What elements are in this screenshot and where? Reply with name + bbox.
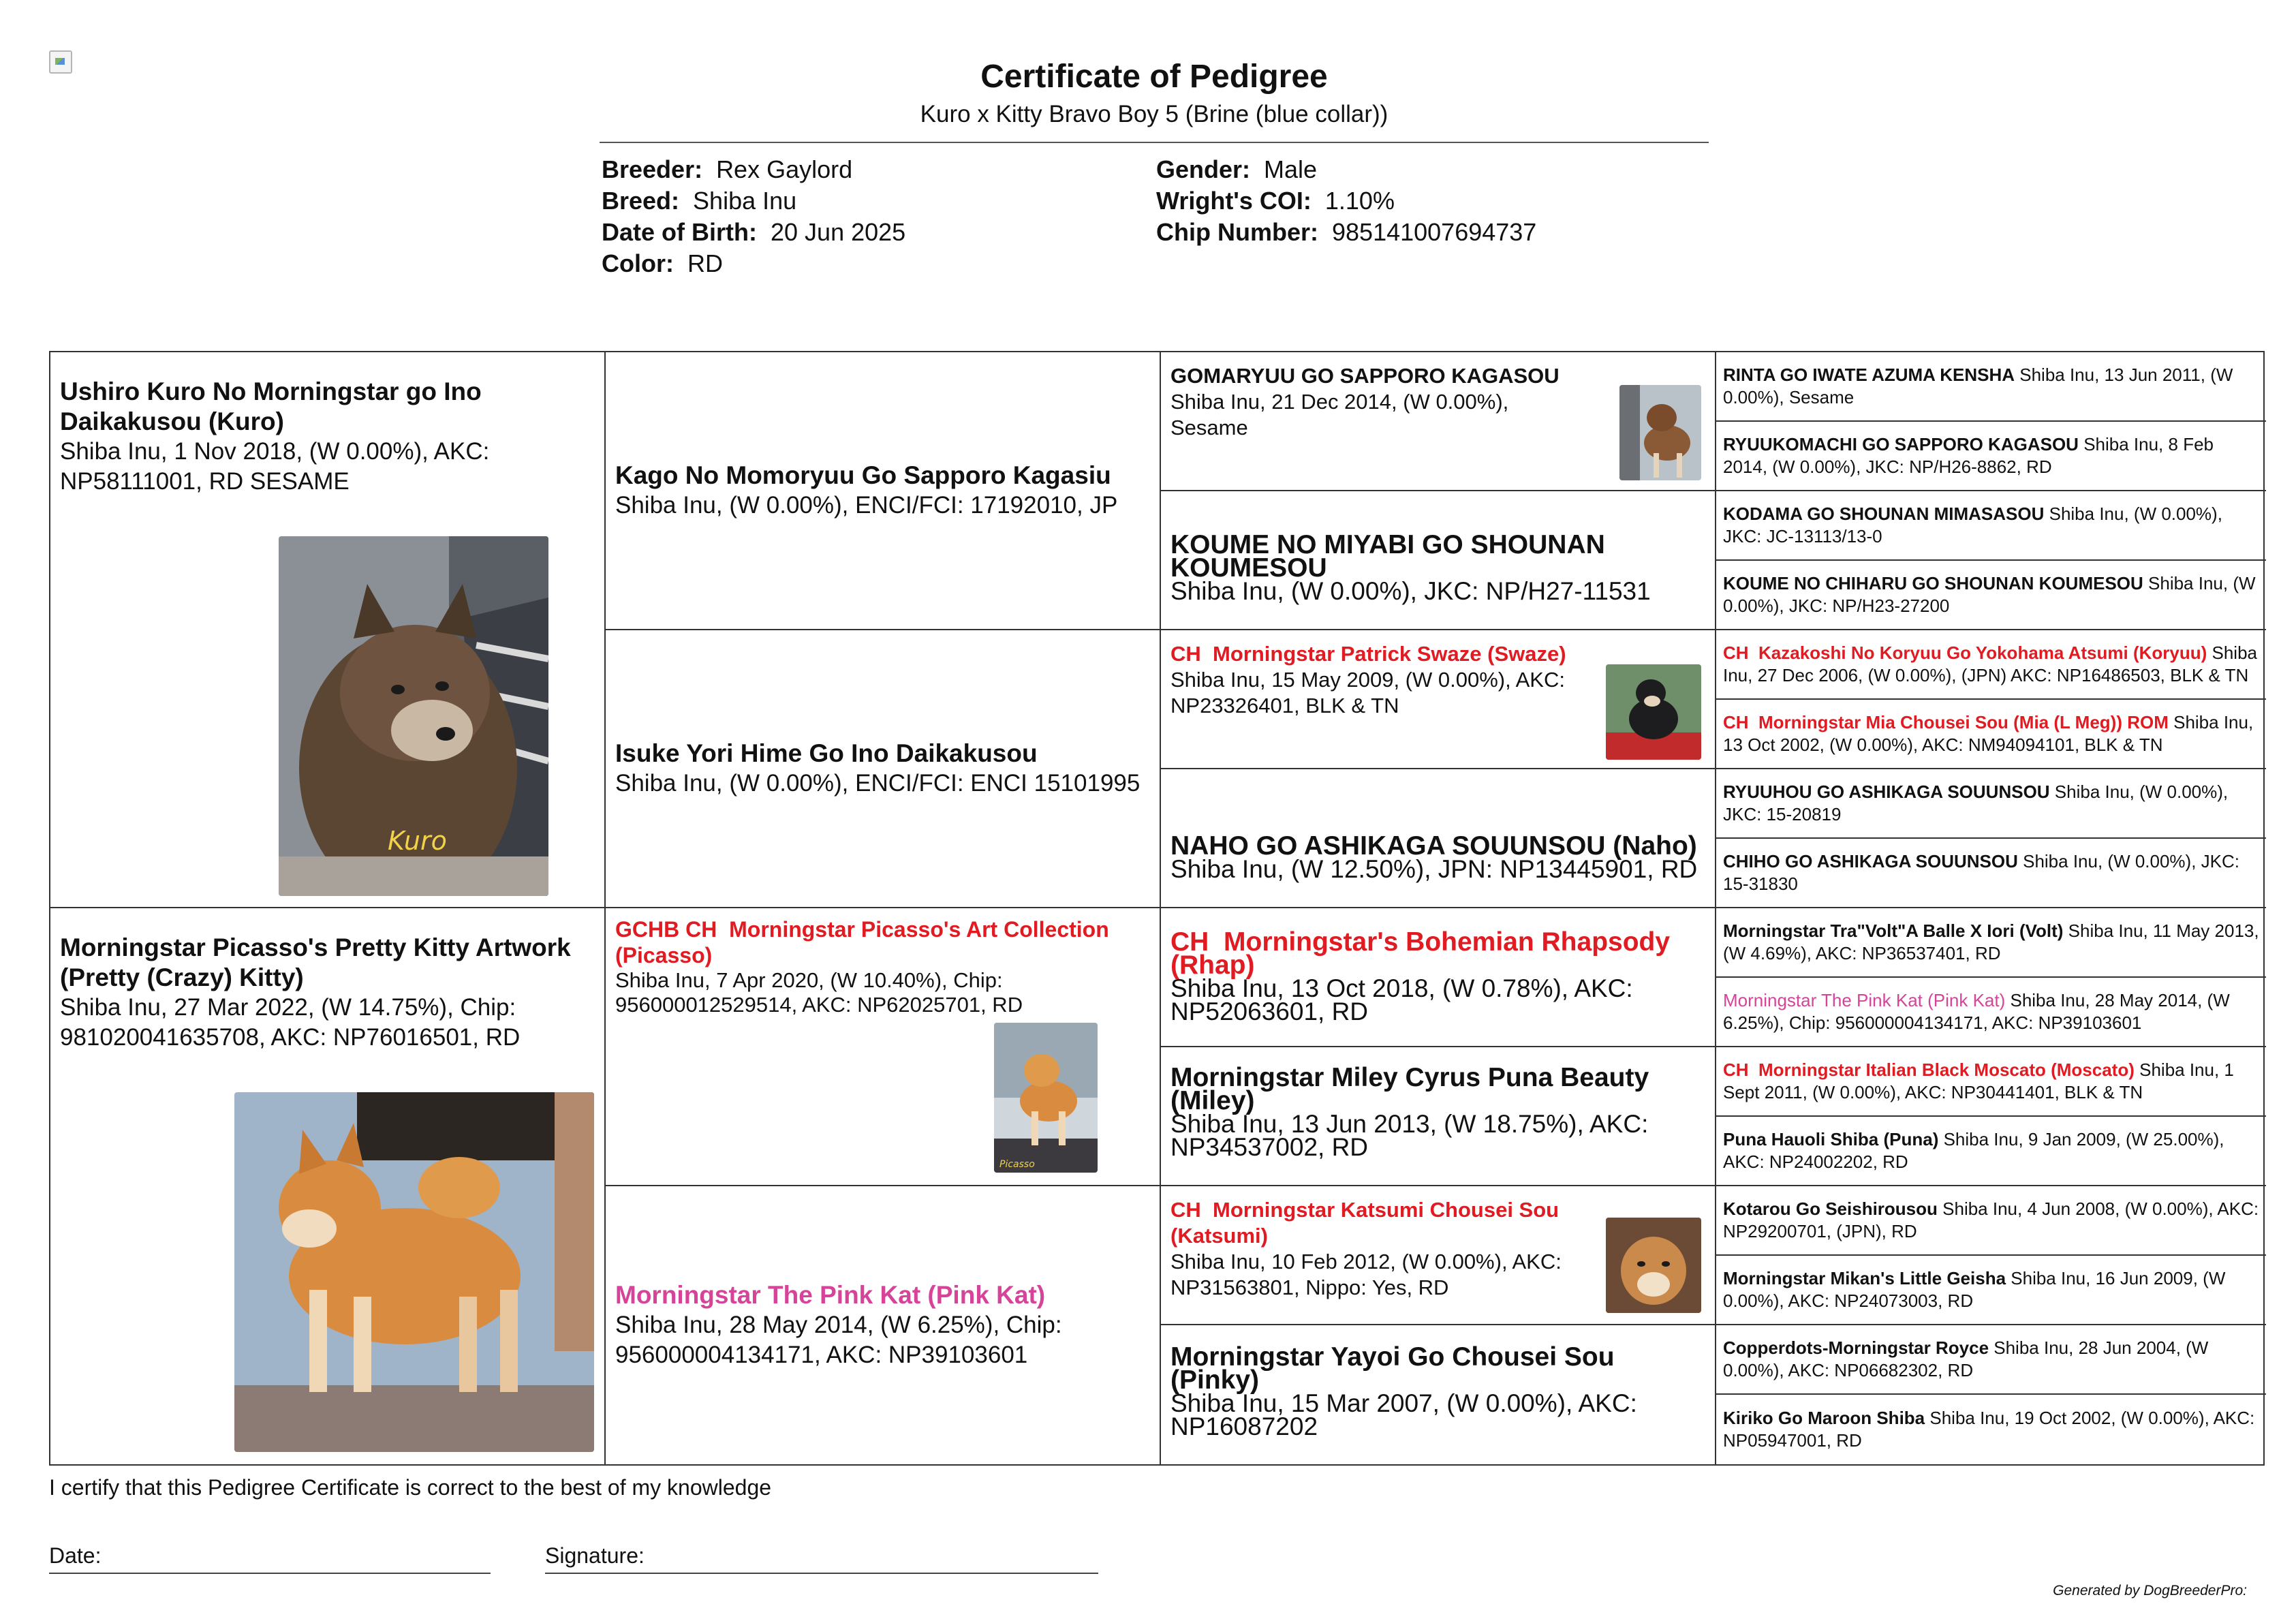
breed-value: Shiba Inu [693, 187, 797, 215]
g4-cell-10: Morningstar The Pink Kat (Pink Kat) Shiba Inu, 28 May 2014, (W 6.25%), Chip: 956000004134171, AKC: NP39103601 [1716, 978, 2266, 1047]
dam-details: Shiba Inu, 27 Mar 2022, (W 14.75%), Chip: 981020041635708, AKC: NP76016501, RD [60, 994, 521, 1051]
pedigree-table [49, 351, 2265, 1466]
g3-cell-4 [1161, 769, 1716, 908]
g4-cell-14: Morningstar Mikan's Little Geisha Shiba Inu, 16 Jun 2009, (W 0.00%), AKC: NP24073003, RD [1716, 1256, 2266, 1325]
certification-statement: I certify that this Pedigree Certificate is correct to the best of my knowledge [49, 1475, 772, 1500]
dam-name: Morningstar Picasso's Pretty Kitty Artwork (Pretty (Crazy) Kitty) [60, 933, 571, 991]
g4-cell-3: KODAMA GO SHOUNAN MIMASASOU Shiba Inu, (W 0.00%), JKC: JC-13113/13-0 [1716, 491, 2266, 561]
g3-title-7: CH [1170, 1198, 1201, 1222]
g3-name-5: Morningstar's Bohemian Rhapsody (Rhap) [1170, 927, 1671, 980]
certificate-title: Certificate of Pedigree [980, 59, 1328, 95]
sire-details: Shiba Inu, 1 Nov 2018, (W 0.00%), AKC: NP58111001, RD SESAME [60, 438, 490, 495]
picasso-photo-caption: Picasso [999, 1159, 1035, 1170]
dam-dam-name: Morningstar The Pink Kat (Pink Kat) [615, 1281, 1046, 1309]
g3-cell-7 [1161, 1186, 1716, 1325]
sire-name: Ushiro Kuro No Morningstar go Ino Daikakusou (Kuro) [60, 377, 482, 435]
g3-name-6: Morningstar Miley Cyrus Puna Beauty (Miley) [1170, 1063, 1649, 1115]
dob-value: 20 Jun 2025 [771, 218, 906, 246]
g4-cell-1: RINTA GO IWATE AZUMA KENSHA Shiba Inu, 13 Jun 2011, (W 0.00%), Sesame [1716, 352, 2266, 422]
sire-dam-cell [606, 630, 1161, 908]
sire-sire-cell [606, 352, 1161, 630]
g3-details-8: Shiba Inu, 15 Mar 2007, (W 0.00%), AKC: NP16087202 [1170, 1389, 1637, 1440]
g3-details-2: Shiba Inu, (W 0.00%), JKC: NP/H27-11531 [1170, 577, 1651, 605]
kuro-photo-caption: Kuro [388, 826, 447, 856]
katsumi-photo [1606, 1218, 1701, 1313]
dam-photo [234, 1092, 594, 1452]
dam-sire-details: Shiba Inu, 7 Apr 2020, (W 10.40%), Chip: 956000012529514, AKC: NP62025701, RD [615, 968, 1023, 1017]
g4-cell-12: Puna Hauoli Shiba (Puna) Shiba Inu, 9 Jan 2009, (W 25.00%), AKC: NP24002202, RD [1716, 1117, 2266, 1186]
date-label: Date: [49, 1543, 102, 1568]
g3-cell-1 [1161, 352, 1716, 491]
g3-details-6: Shiba Inu, 13 Jun 2013, (W 18.75%), AKC: NP34537002, RD [1170, 1110, 1649, 1161]
coi-value: 1.10% [1324, 187, 1395, 215]
dam-dam-details: Shiba Inu, 28 May 2014, (W 6.25%), Chip: 956000004134171, AKC: NP39103601 [615, 1312, 1062, 1368]
g3-cell-2 [1161, 491, 1716, 630]
g3-name-2: KOUME NO MIYABI GO SHOUNAN KOUMESOU [1170, 530, 1605, 583]
coi-row: Wright's COI: 1.10% [1156, 187, 1395, 215]
g3-cell-5 [1161, 908, 1716, 1047]
color-value: RD [687, 249, 723, 277]
g4-cell-6: CH Morningstar Mia Chousei Sou (Mia (L Meg)) ROM Shiba Inu, 13 Oct 2002, (W 0.00%), AKC: NM94094101, BLK & TN [1716, 700, 2266, 769]
g4-cell-11: CH Morningstar Italian Black Moscato (Moscato) Shiba Inu, 1 Sept 2011, (W 0.00%), AKC: NP30441401, BLK & TN [1716, 1047, 2266, 1117]
g4-cell-13: Kotarou Go Seishirousou Shiba Inu, 4 Jun 2008, (W 0.00%), AKC: NP29200701, (JPN), RD [1716, 1186, 2266, 1256]
breed-row: Breed: Shiba Inu [602, 187, 797, 215]
color-row: Color: RD [602, 249, 723, 277]
g4-cell-2: RYUUKOMACHI GO SAPPORO KAGASOU Shiba Inu, 8 Feb 2014, (W 0.00%), JKC: NP/H26-8862, RD [1716, 422, 2266, 491]
g4-cell-5: CH Kazakoshi No Koryuu Go Yokohama Atsumi (Koryuu) Shiba Inu, 27 Dec 2006, (W 0.00%), (JPN) AKC: NP16486503, BLK & TN [1716, 630, 2266, 700]
g4-cell-7: RYUUHOU GO ASHIKAGA SOUUNSOU Shiba Inu, (W 0.00%), JKC: 15-20819 [1716, 769, 2266, 839]
chip-row: Chip Number: 985141007694737 [1156, 218, 1537, 246]
sire-dam-details: Shiba Inu, (W 0.00%), ENCI/FCI: ENCI 15101995 [615, 770, 1141, 797]
g3-name-8: Morningstar Yayoi Go Chousei Sou (Pinky) [1170, 1342, 1615, 1395]
g3-cell-3 [1161, 630, 1716, 769]
g4-cell-9: Morningstar Tra"Volt"A Balle X Iori (Volt) Shiba Inu, 11 May 2013, (W 4.69%), AKC: NP36537401, RD [1716, 908, 2266, 978]
g3-cell-8 [1161, 1325, 1716, 1464]
dob-row: Date of Birth: 20 Jun 2025 [602, 218, 906, 246]
sire-sire-name: Kago No Momoryuu Go Sapporo Kagasiu [615, 461, 1111, 489]
dog-info-right [1156, 154, 1536, 248]
signature-label: Signature: [545, 1543, 645, 1568]
g3-title-5: CH [1170, 927, 1209, 957]
swaze-photo [1606, 664, 1701, 760]
generated-by-credit: Generated by DogBreederPro: [2053, 1583, 2247, 1598]
gomaryuu-photo [1619, 385, 1701, 480]
dam-sire-name: Morningstar Picasso's Art Collection (Picasso) [615, 917, 1109, 968]
breeder-row: Breeder: Rex Gaylord [602, 155, 853, 183]
dam-sire-title: GCHB CH [615, 917, 717, 942]
g3-name-3: Morningstar Patrick Swaze (Swaze) [1213, 642, 1566, 666]
header-divider [600, 142, 1709, 143]
g3-details-3: Shiba Inu, 15 May 2009, (W 0.00%), AKC: NP23326401, BLK & TN [1170, 668, 1565, 717]
certificate-header [600, 57, 1709, 129]
dam-sire-cell [606, 908, 1161, 1186]
broken-logo-image [49, 50, 72, 74]
g3-details-1: Shiba Inu, 21 Dec 2014, (W 0.00%), Sesame [1170, 390, 1509, 439]
sire-cell [50, 352, 606, 908]
g3-name-4: NAHO GO ASHIKAGA SOUUNSOU (Naho) [1170, 831, 1697, 861]
sire-photo [279, 536, 548, 896]
dam-sire-photo [994, 1023, 1098, 1173]
g4-cell-8: CHIHO GO ASHIKAGA SOUUNSOU Shiba Inu, (W 0.00%), JKC: 15-31830 [1716, 839, 2266, 908]
g4-cell-16: Kiriko Go Maroon Shiba Shiba Inu, 19 Oct 2002, (W 0.00%), AKC: NP05947001, RD [1723, 1408, 2255, 1451]
date-line [49, 1543, 491, 1574]
litter-subtitle: Kuro x Kitty Bravo Boy 5 (Brine (blue collar)) [920, 101, 1389, 127]
signature-line [545, 1543, 1098, 1574]
g3-name-7: Morningstar Katsumi Chousei Sou (Katsumi) [1170, 1198, 1560, 1248]
g4-cell-4: KOUME NO CHIHARU GO SHOUNAN KOUMESOU Shiba Inu, (W 0.00%), JKC: NP/H23-27200 [1716, 561, 2266, 630]
g3-title-3: CH [1170, 642, 1201, 666]
breeder-value: Rex Gaylord [716, 155, 853, 183]
dam-cell [50, 908, 606, 1464]
sire-dam-name: Isuke Yori Hime Go Ino Daikakusou [615, 739, 1038, 767]
g4-cell-15: Copperdots-Morningstar Royce Shiba Inu, 28 Jun 2004, (W 0.00%), AKC: NP06682302, RD [1716, 1325, 2266, 1395]
g3-name-1: GOMARYUU GO SAPPORO KAGASOU [1170, 364, 1560, 388]
dam-dam-cell [606, 1186, 1161, 1464]
sire-sire-details: Shiba Inu, (W 0.00%), ENCI/FCI: 17192010, JP [615, 492, 1118, 519]
chip-value: 985141007694737 [1332, 218, 1537, 246]
g3-details-4: Shiba Inu, (W 12.50%), JPN: NP13445901, RD [1170, 855, 1698, 883]
g3-cell-6 [1161, 1047, 1716, 1186]
gender-row: Gender: Male [1156, 155, 1318, 183]
g3-details-7: Shiba Inu, 10 Feb 2012, (W 0.00%), AKC: NP31563801, Nippo: Yes, RD [1170, 1250, 1562, 1299]
gender-value: Male [1264, 155, 1318, 183]
dog-info-left [602, 154, 905, 279]
g3-details-5: Shiba Inu, 13 Oct 2018, (W 0.78%), AKC: NP52063601, RD [1170, 974, 1633, 1025]
